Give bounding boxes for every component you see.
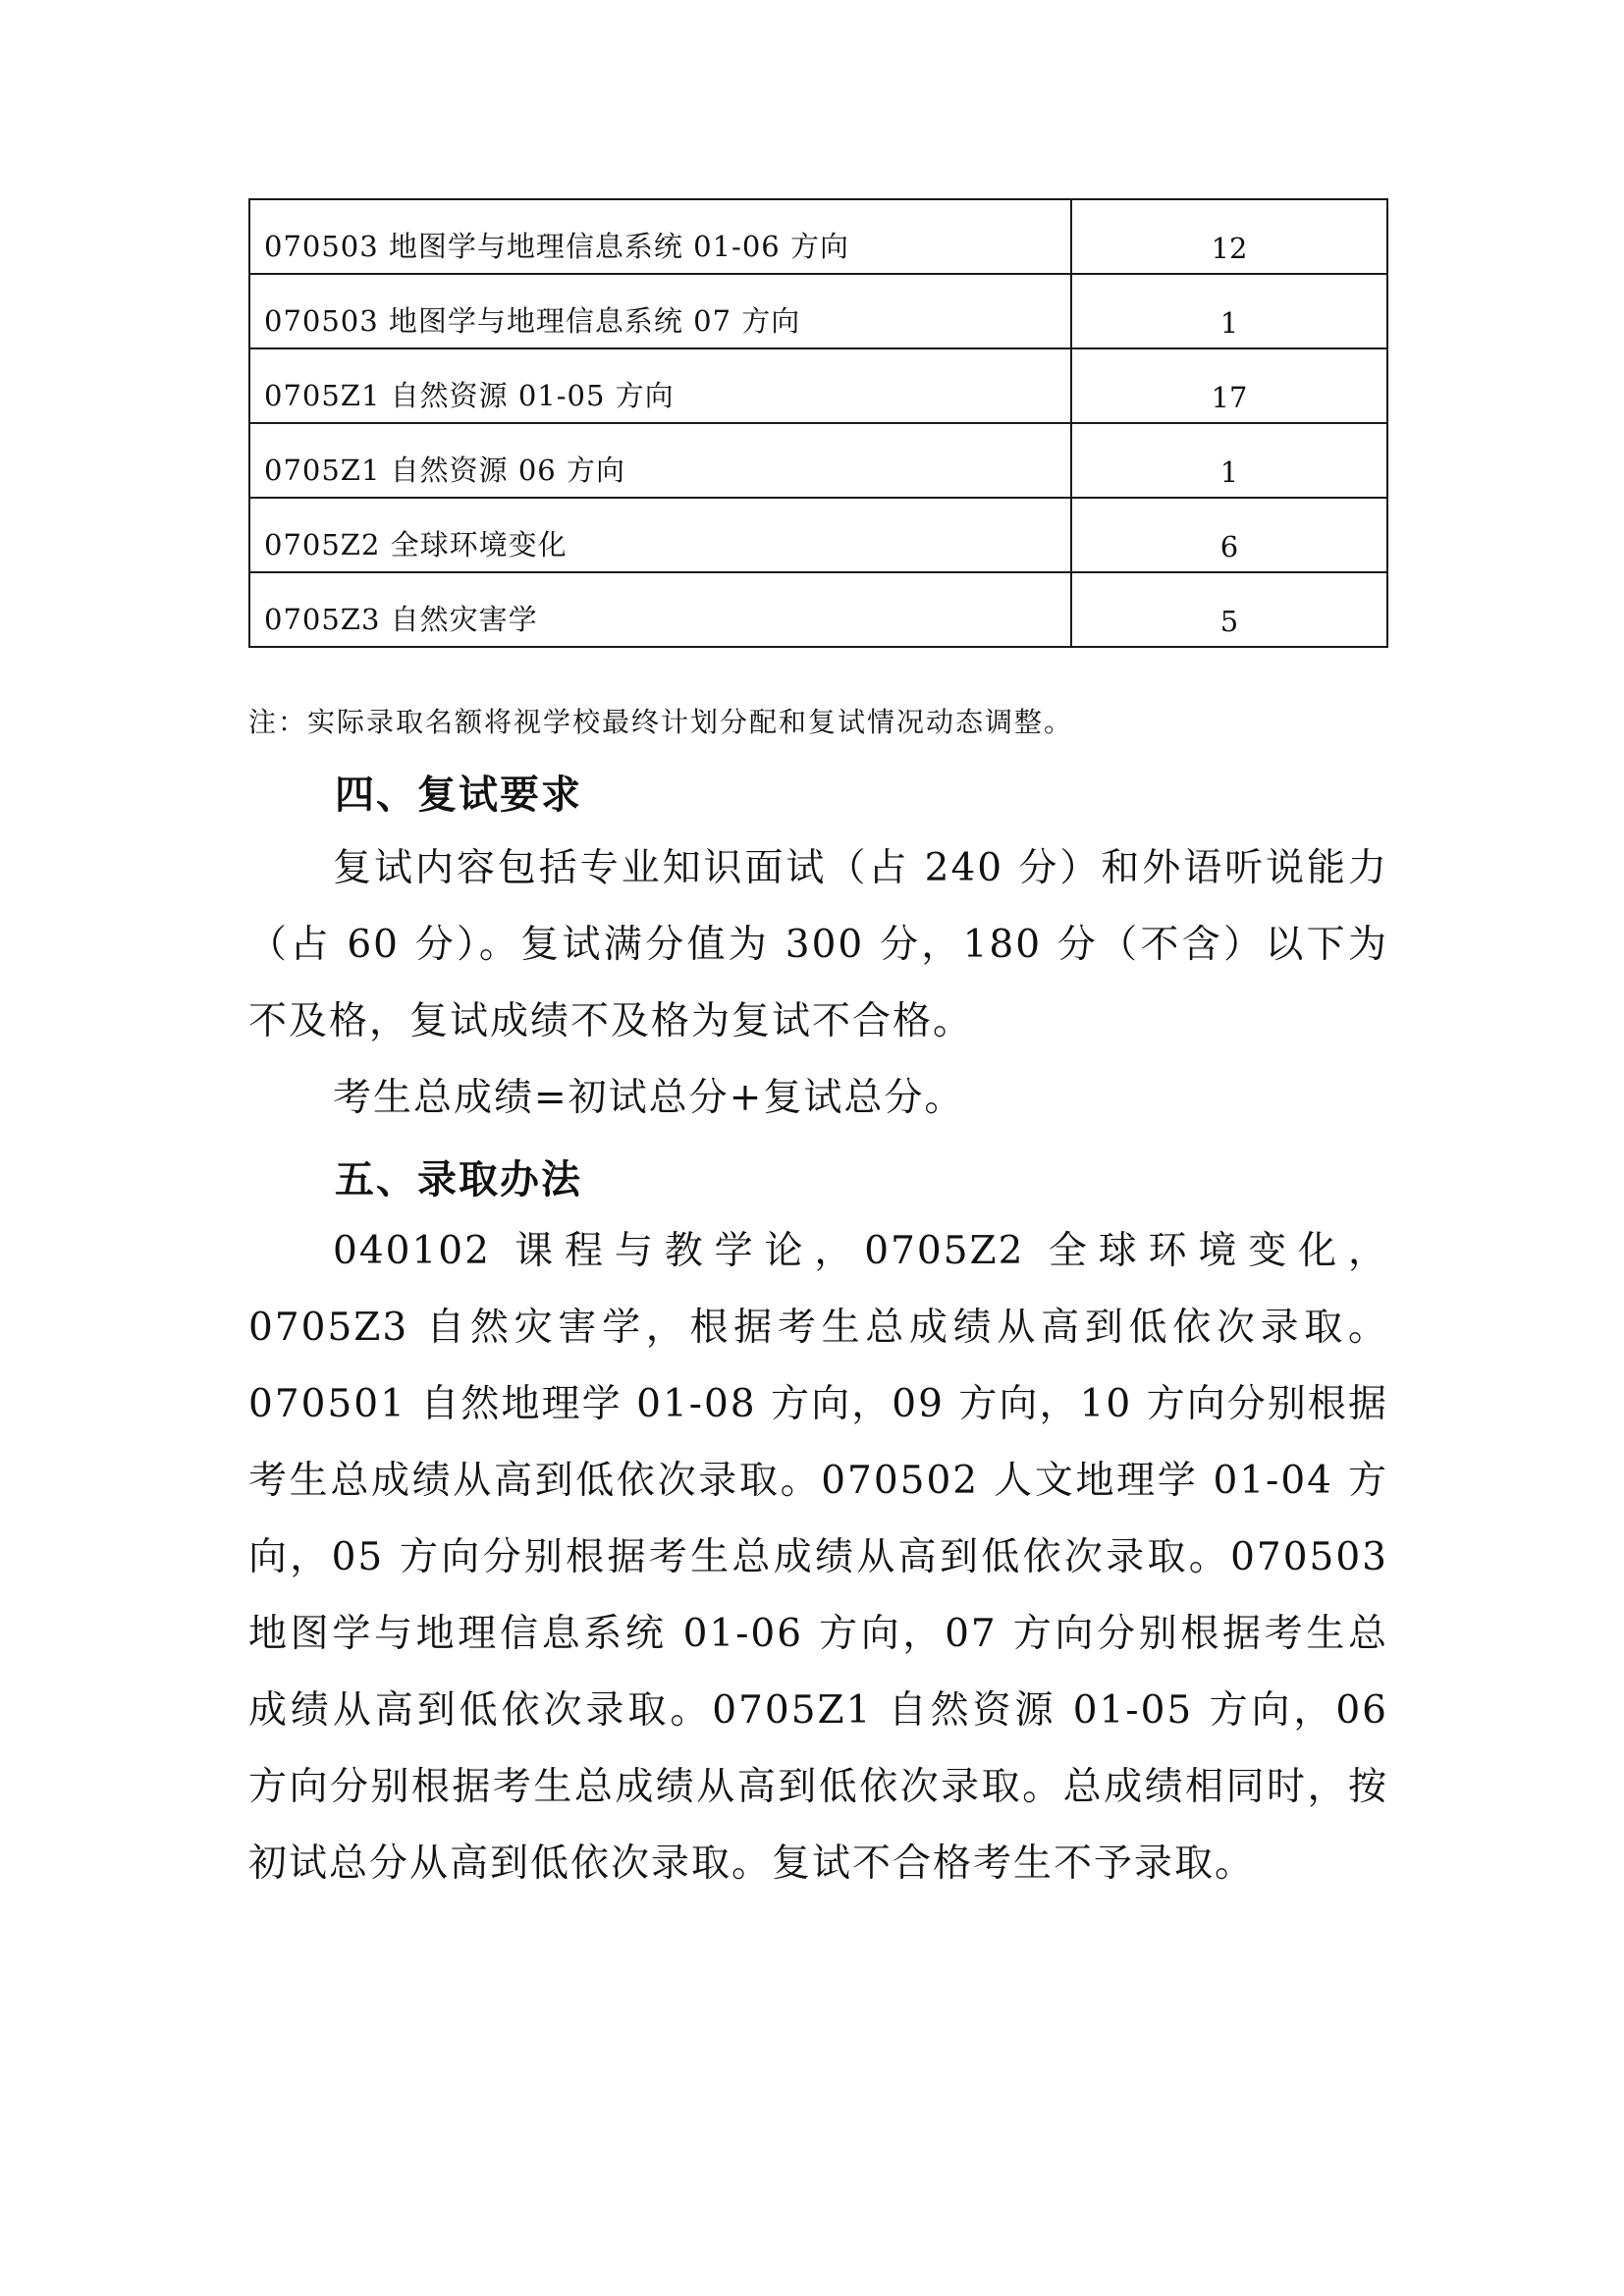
table-row — [249, 498, 1387, 572]
admission-method-paragraph: 040102 课程与教学论，0705Z2 全球环境变化，0705Z3 自然灾害学，根据考生总成绩从高到低依次录取。070501 自然地理学 01-08 方向，09 方向，10 方向分别根据考生总成绩从高到低依次录取。070502 人文地理学 01-04 方向，05 方向分别根据考生总成绩从高到低依次录取。070503 地图学与地理信息系统 01-06 方向，07 方向分别根据考生总成绩从高到低依次录取。0705Z1 自然资源 01-05 方向，06 方向分别根据考生总成绩从高到低依次录取。总成绩相同时，按初试总分从高到低依次录取。复试不合格考生不予录取。 — [248, 1229, 1388, 1886]
major-cell: 0705Z2 全球环境变化 — [249, 498, 1071, 572]
quota-count-cell: 17 — [1071, 348, 1387, 423]
major-cell: 0705Z1 自然资源 06 方向 — [249, 423, 1071, 498]
table-row — [249, 572, 1387, 647]
table-row — [249, 199, 1387, 274]
table-row — [249, 423, 1387, 498]
quota-count-cell: 6 — [1071, 498, 1387, 572]
quota-count-cell: 1 — [1071, 423, 1387, 498]
quota-table — [248, 198, 1388, 648]
total-score-formula-paragraph: 考生总成绩=初试总分+复试总分。 — [333, 1076, 965, 1120]
quota-count-cell: 12 — [1071, 199, 1387, 274]
retest-content-paragraph: 复试内容包括专业知识面试（占 240 分）和外语听说能力（占 60 分）。复试满分值为 300 分，180 分（不含）以下为不及格，复试成绩不及格为复试不合格。 — [248, 846, 1388, 1043]
table-row — [249, 274, 1387, 348]
section-heading-admission-method: 五、录取办法 — [335, 1156, 582, 1202]
section-heading-retest-requirements: 四、复试要求 — [335, 772, 582, 818]
quota-count-cell: 5 — [1071, 572, 1387, 647]
table-row — [249, 348, 1387, 423]
major-cell: 070503 地图学与地理信息系统 07 方向 — [249, 274, 1071, 348]
quota-count-cell: 1 — [1071, 274, 1387, 348]
major-cell: 070503 地图学与地理信息系统 01-06 方向 — [249, 199, 1071, 274]
major-cell: 0705Z1 自然资源 01-05 方向 — [249, 348, 1071, 423]
table-note: 注：实际录取名额将视学校最终计划分配和复试情况动态调整。 — [248, 706, 1074, 738]
major-cell: 0705Z3 自然灾害学 — [249, 572, 1071, 647]
